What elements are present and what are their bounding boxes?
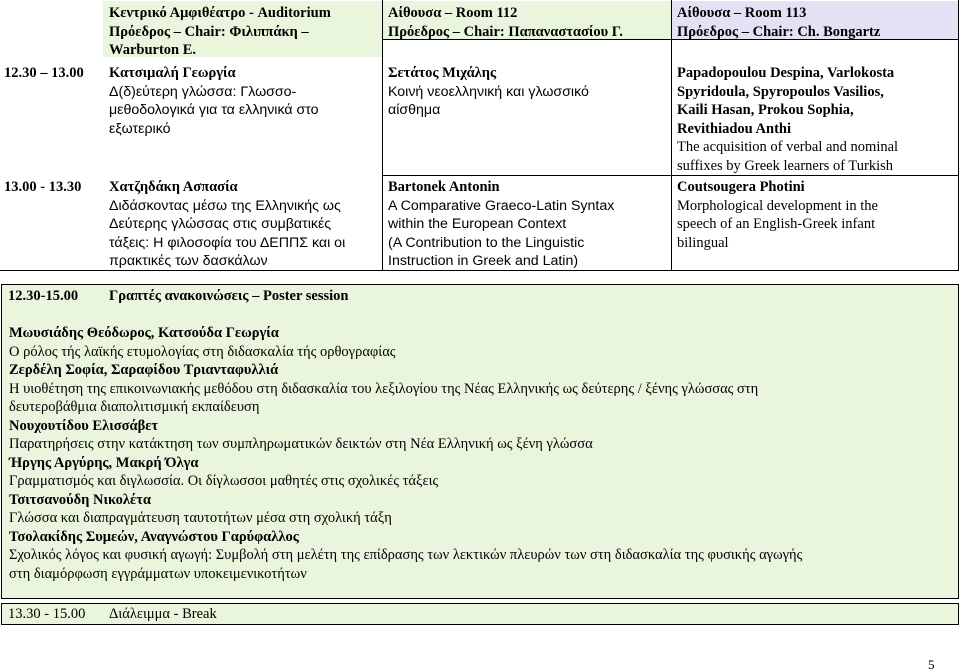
- col1-row1-time: 12.30 – 13.00: [4, 65, 84, 81]
- col2-header: [388, 4, 623, 41]
- poster-title-line: Η υιοθέτηση της επικοινωνιακής μεθόδου στη διδασκαλία του λεξιλογίου της Νέας Ελληνικής ως δεύτερης / ξένης γλώσσας στη: [9, 380, 759, 397]
- poster-author: Τσολακίδης Συμεών, Αναγνώστου Γαρύφαλλος: [9, 528, 299, 545]
- talk-title-line: μεθοδολογικά για τα ελληνικά στο: [109, 102, 319, 118]
- col3-header-line: Αίθουσα – Room 113: [677, 5, 807, 21]
- talk-title-line: αίσθημα: [388, 102, 441, 118]
- author: Bartonek Antonin: [388, 179, 500, 195]
- grid-line: [1, 284, 2, 599]
- talk-title-line: Δεύτερης γλώσσας στις συμβατικές: [109, 216, 332, 232]
- poster-label: Γραπτές ανακοινώσεις – Poster session: [109, 288, 349, 304]
- poster-title-line: Παρατηρήσεις στην κατάκτηση των συμπληρωματικών δεικτών στη Νέα Ελληνική ως ξένη γλώσσα: [9, 436, 593, 452]
- grid-line: [1, 284, 959, 285]
- break-label: Διάλειμμα - Break: [109, 606, 217, 622]
- author: Kaili Hasan, Prokou Sophia,: [677, 102, 854, 118]
- talk-title-line: Κοινή νεοελληνική και γλωσσικό: [388, 83, 589, 100]
- poster-author: Μωυσιάδης Θεόδωρος, Κατσούδα Γεωργία: [9, 325, 279, 341]
- talk-title-line: Διδάσκοντας μέσω της Ελληνικής ως: [109, 197, 341, 214]
- col1-row1: [109, 64, 319, 138]
- talk-title-line: within the European Context: [388, 216, 567, 232]
- col3-header: [677, 4, 880, 41]
- author: Papadopoulou Despina, Varlokosta: [677, 65, 895, 81]
- col1-header: [109, 4, 331, 60]
- talk-title-line: speech of an English-Greek infant: [677, 216, 876, 232]
- page-number: 5: [928, 657, 935, 672]
- grid-line: [958, 284, 959, 599]
- col2-header-line: Αίθουσα – Room 112: [388, 5, 518, 21]
- grid-line: [958, 0, 959, 270]
- author: Revithiadou Anthi: [677, 120, 792, 137]
- poster-time: 12.30-15.00: [8, 288, 79, 304]
- talk-title-line: (A Contribution to the Linguistic: [388, 234, 585, 251]
- grid-line: [1, 603, 2, 625]
- talk-title-line: τάξεις: Η φιλοσοφία του ΔΕΠΠΣ και οι: [109, 234, 346, 251]
- col1-row2-time: 13.00 - 13.30: [4, 179, 82, 195]
- author: Spyridoula, Spyropoulos Vasilios,: [677, 83, 884, 100]
- grid-line: [958, 603, 959, 625]
- poster-title-line: Γραμματισμός και διγλωσσία. Οι δίγλωσσοι μαθητές στις σχολικές τάξεις: [9, 473, 439, 489]
- talk-title-line: The acquisition of verbal and nominal: [677, 139, 899, 155]
- col1-row2: [109, 178, 345, 271]
- poster-title-line: στη διαμόρφωση εγγράμματων υποκειμενικοτήτων: [9, 565, 307, 582]
- author: Σετάτος Μιχάλης: [388, 65, 497, 81]
- poster-author: Νουχουτίδου Ελισσάβετ: [9, 417, 159, 434]
- poster-list: [9, 324, 954, 583]
- col1-header-line: Πρόεδρος – Chair: Φιλιππάκη –: [109, 23, 309, 40]
- poster-title-line: Ο ρόλος τής λαϊκής ετυμολογίας στη διδασκαλία τής ορθογραφίας: [9, 343, 396, 360]
- col3-header-line: Πρόεδρος – Chair: Ch. Bongartz: [677, 23, 881, 40]
- author: Coutsougera Photini: [677, 179, 805, 195]
- grid-line: [382, 0, 383, 270]
- talk-title-line: suffixes by Greek learners of Turkish: [677, 157, 893, 174]
- col2-row1: [388, 64, 589, 120]
- talk-title-line: bilingual: [677, 234, 729, 251]
- talk-title-line: Instruction in Greek and Latin): [388, 253, 579, 269]
- poster-author: Τσιτσανούδη Νικολέτα: [9, 491, 151, 508]
- break-time: 13.30 - 15.00: [8, 606, 86, 622]
- poster-author: Ήργης Αργύρης, Μακρή Όλγα: [9, 454, 199, 471]
- author: Χατζηδάκη Ασπασία: [109, 179, 238, 195]
- grid-line: [1, 598, 959, 599]
- talk-title-line: A Comparative Graeco-Latin Syntax: [388, 197, 615, 214]
- talk-title-line: Δ(δ)εύτερη γλώσσα: Γλωσσο-: [109, 83, 297, 100]
- col2-header-line: Πρόεδρος – Chair: Παπαναστασίου Γ.: [388, 23, 623, 40]
- poster-title-line: δευτεροβάθμια διαπολιτισμική εκπαίδευση: [9, 399, 260, 415]
- poster-title-line: Γλώσσα και διαπραγμάτευση ταυτοτήτων μέσα στη σχολική τάξη: [9, 510, 392, 526]
- talk-title-line: Morphological development in the: [677, 197, 878, 214]
- author: Κατσιμαλή Γεωργία: [109, 65, 236, 81]
- col2-row2: [388, 178, 614, 271]
- col1-header-line: Κεντρικό Αμφιθέατρο - Auditorium: [109, 5, 331, 21]
- grid-line: [671, 0, 672, 270]
- talk-title-line: πρακτικές των δασκάλων: [109, 253, 268, 269]
- grid-line: [383, 175, 958, 176]
- col1-header-line: Warburton Ε.: [109, 42, 197, 58]
- talk-title-line: εξωτερικό: [109, 120, 171, 137]
- col3-row1: [677, 64, 898, 175]
- poster-title-line: Σχολικός λόγος και φυσική αγωγή: Συμβολή στη μελέτη της επίδρασης των λεκτικών πλευρών των στη διδασκαλία της φυσικής αγωγής: [9, 547, 803, 563]
- poster-author: Ζερδέλη Σοφία, Σαραφίδου Τριανταφυλλιά: [9, 362, 279, 378]
- grid-line: [1, 624, 959, 625]
- grid-line: [1, 603, 959, 604]
- col3-row2: [677, 178, 878, 252]
